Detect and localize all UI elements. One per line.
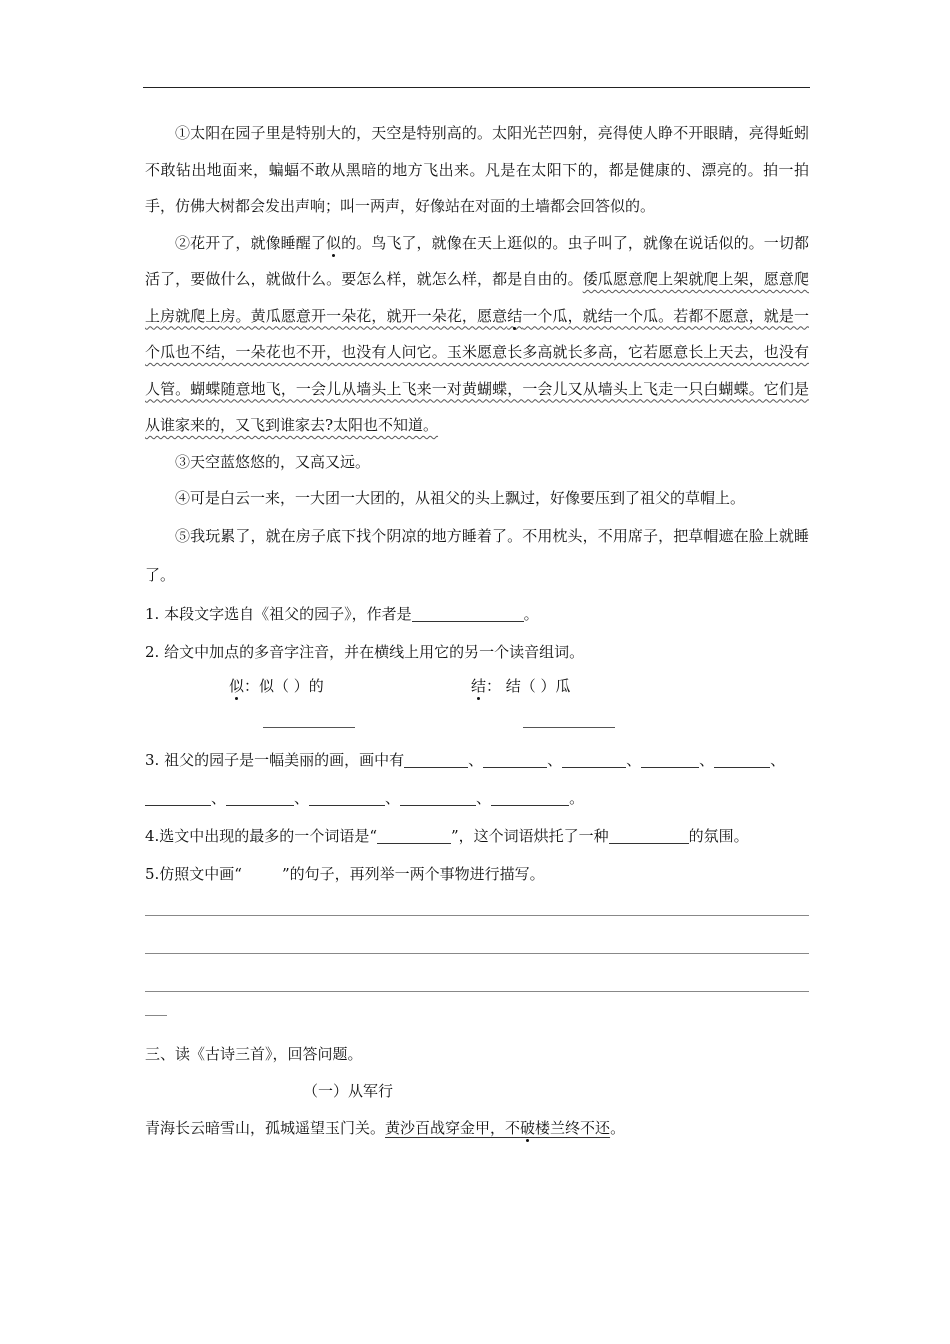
answer-blank[interactable] [641, 752, 699, 768]
answer-blank[interactable] [562, 752, 626, 768]
wavy-underlined-sentence: 倭瓜愿意爬上架就爬上架，愿意爬上房就爬上房。黄瓜愿意开一朵花，就开一朵花，愿意结一个瓜，就结一个瓜。若都不愿意，就是一个瓜也不结，一朵花也不开，也没有人问它。玉米愿意长多高就长多高，它若愿意长上天去，也没有人管。蝴蝶随意地飞，一会儿从墙头上飞来一对黄蝴蝶，一会儿又从墙头上飞走一只白蝴蝶。它们是从谁家来的，又飞到谁家去?太阳也不知道。 [145, 270, 809, 434]
paragraph-1: ①太阳在园子里是特别大的，天空是特别高的。太阳光芒四射，亮得使人睁不开眼睛，亮得蚯蚓不敢钻出地面来，蝙蝠不敢从黑暗的地方飞出来。凡是在太阳下的，都是健康的、漂亮的。拍一拍手，仿佛大树都会发出声响；叫一两声，好像站在对面的土墙都会回答似的。 [145, 124, 809, 215]
question-2-items [145, 675, 809, 705]
question-4: 4.选文中出现的最多的一个词语是“ ”，这个词语烘托了一种 的氛围。 [145, 826, 749, 845]
wavy-sample-mark [242, 867, 282, 882]
paragraph-3: ③天空蓝悠悠的，又高又远。 [175, 452, 371, 471]
question-1: 1. 本段文字选自《祖父的园子》，作者是 。 [145, 604, 539, 623]
question-5: 5.仿照文中画“ ”的句子，再列举一两个事物进行描写。 [145, 864, 545, 883]
answer-blank[interactable] [404, 752, 468, 768]
answer-line-si[interactable] [263, 727, 355, 728]
section-3-heading: 三、读《古诗三首》，回答问题。 [145, 1044, 363, 1063]
paragraph-5: ⑤我玩累了，就在房子底下找个阴凉的地方睡着了。不用枕头，不用席子，把草帽遮在脸上就睡了。 [145, 526, 809, 584]
dotted-char-si: 似 [325, 233, 342, 252]
paragraph-4: ④可是白云一来，一大团一大团的，从祖父的头上飘过，好像要压到了祖父的草帽上。 [175, 489, 746, 507]
answer-line[interactable] [145, 931, 809, 969]
question-3-cont: 、 、 、 、 。 [145, 779, 809, 817]
q2-item-si: 似：似（ ）的 [229, 676, 324, 695]
dotted-char-po: 破 [520, 1118, 536, 1137]
answer-blank[interactable] [491, 790, 569, 806]
answer-blank[interactable] [400, 790, 476, 806]
answer-line-short[interactable] [145, 1007, 809, 1035]
question-3: 3. 祖父的园子是一幅美丽的画，画中有 、 、 、 、 、 [145, 750, 786, 769]
poem-line: 青海长云暗雪山，孤城遥望玉门关。黄沙百战穿金甲，不破楼兰终不还。 [145, 1118, 626, 1137]
q2-item-jie: 结： 结（ ）瓜 [471, 676, 571, 695]
answer-blank[interactable] [226, 790, 294, 806]
paragraph-2: ②花开了，就像睡醒了似的。鸟飞了，就像在天上逛似的。虫子叫了，就像在说话似的。一切都活了，要做什么，就做什么。要怎么样，就怎么样，都是自由的。倭瓜愿意爬上架就爬上架，愿意爬上房就爬上房。黄瓜愿意开一朵花，就开一朵花，愿意结一个瓜，就结一个瓜。若都不愿意，就是一个瓜也不结，一朵花也不开，也没有人问它。玉米愿意长多高就长多高，它若愿意长上天去，也没有人管。蝴蝶随意地飞，一会儿从墙头上飞来一对黄蝴蝶，一会儿又从墙头上飞走一只白蝴蝶。它们是从谁家来的，又飞到谁家去?太阳也不知道。 [145, 233, 809, 434]
answer-blank[interactable] [309, 790, 385, 806]
answer-blank[interactable] [145, 790, 211, 806]
answer-line-jie[interactable] [523, 727, 615, 728]
answer-blank[interactable] [377, 828, 451, 844]
question-2-answer-lines [145, 705, 809, 741]
answer-blank[interactable] [483, 752, 547, 768]
question-2: 2. 给文中加点的多音字注音，并在横线上用它的另一个读音组词。 [145, 642, 585, 661]
answer-blank[interactable] [714, 752, 770, 768]
page-content [145, 115, 809, 1147]
poem-title: （一）从军行 [303, 1081, 394, 1100]
dotted-char-jie: 结 [507, 306, 523, 325]
header-rule [143, 87, 810, 88]
answer-blank[interactable] [412, 606, 524, 622]
underlined-poem-line: 黄沙百战穿金甲，不破楼兰终不还 [385, 1118, 611, 1137]
answer-line[interactable] [145, 969, 809, 1007]
answer-blank[interactable] [609, 828, 689, 844]
answer-line[interactable] [145, 893, 809, 931]
